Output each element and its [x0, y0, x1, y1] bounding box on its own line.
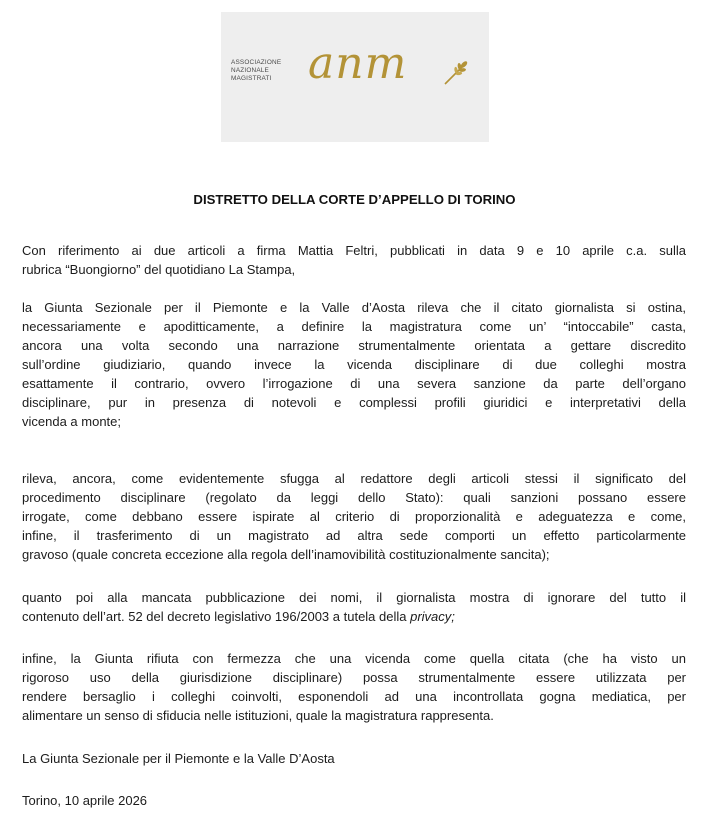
paragraph-procedimento: rileva, ancora, come evidentemente sfugga al redattore degli articoli stessi il significato del procedimento disciplinare (regolato da leggi dello Stato): quali sanzioni possano essere irrogate, come debbano essere ispirate al criterio di proporzionalità e adeguatezza e come, infine, il trasferimento di un magistrato ad altra sede comporti un effetto particolarmente gravoso (quale concreta eccezione alla regola dell’inamovibilità costituzionalmente sancita); [22, 471, 686, 562]
anm-logo [221, 12, 489, 142]
paragraph-infine: infine, la Giunta rifiuta con fermezza che una vicenda come quella citata (che ha visto un rigoroso uso della giurisdizione disciplinare) possa strumentalmente essere utilizzata per rendere bersaglio i colleghi coinvolti, esponendoli ad una incontrollata gogna mediatica, per alimentare un senso di sfiducia nelle istituzioni, quale la magistratura rappresenta. [22, 651, 686, 723]
privacy-italic: privacy; [410, 609, 455, 624]
logo-anm-mark: anm [308, 38, 408, 89]
logo-association-text: ASSOCIAZIONE NAZIONALE MAGISTRATI [231, 59, 282, 82]
paragraph-privacy: quanto poi alla mancata pubblicazione dei nomi, il giornalista mostra di ignorare del tutto il contenuto dell’art. 52 del decreto legislativo 196/2003 a tutela della privacy; [22, 590, 686, 624]
document-title: DISTRETTO DELLA CORTE D’APPELLO DI TORINO [193, 192, 516, 207]
place-date: Torino, 10 aprile 2026 [22, 793, 148, 808]
paragraph-intro: Con riferimento ai due articoli a firma Mattia Feltri, pubblicati in data 9 e 10 aprile c.a. sulla rubrica “Buongiorno” del quotidiano La Stampa, [22, 243, 686, 277]
paragraph-giunta-rileva: la Giunta Sezionale per il Piemonte e la Valle d’Aosta rileva che il citato giornalista si ostina, necessariamente e apoditticamente, a definire la magistratura come un’ “intoccabile” casta, ancora una volta secondo una narrazione strumentalmente orientata a gettare discredito sull’ordine giudiziario, quando invece la vicenda disciplinare di due colleghi mostra esattamente il contrario, ovvero l’irrogazione di una severa sanzione da parte dell’organo disciplinare, pur in presenza di notevoli e complessi profili giuridici e interpretativi della vicenda a monte; [22, 300, 686, 429]
wheat-icon [443, 60, 469, 86]
signature: La Giunta Sezionale per il Piemonte e la Valle D’Aosta [22, 751, 335, 766]
